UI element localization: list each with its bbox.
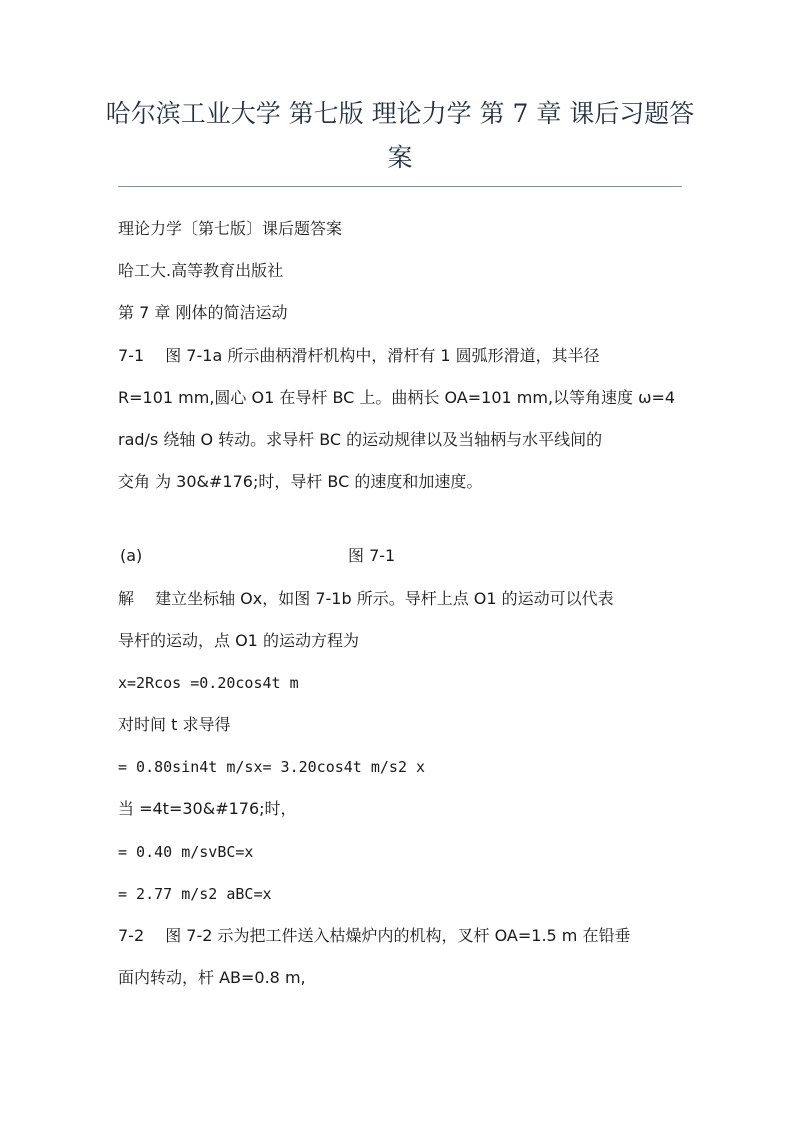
document-title: 哈尔滨工业大学 第七版 理论力学 第 7 章 课后习题答案 xyxy=(105,99,695,172)
paragraph-line: rad/s 绕轴 O 转动。求导杆 BC 的运动规律以及当轴柄与水平线间的 xyxy=(118,429,603,449)
equation-line: = 2.77 m/s2 aBC=x xyxy=(118,884,272,903)
paragraph-line: 7-1 图 7-1a 所示曲柄滑杆机构中，滑杆有 1 圆弧形滑道，其半径 xyxy=(118,345,600,365)
paragraph-line: 7-2 图 7-2 示为把工件送入枯燥炉内的机构，叉杆 OA=1.5 m 在铅垂 xyxy=(118,926,631,945)
blank-line xyxy=(118,503,688,535)
paragraph-line: 理论力学〔第七版〕课后题答案 xyxy=(118,219,343,238)
paragraph-line: 导杆的运动，点 O1 的运动方程为 xyxy=(118,630,359,650)
equation-line: = 0.40 m/svBC=x xyxy=(118,842,254,861)
paragraph-line: 对时间 t 求导得 xyxy=(118,715,231,735)
paragraph-line: 哈工大.高等教育出版社 xyxy=(118,261,284,281)
paragraph-line: 第 7 章 刚体的简洁运动 xyxy=(118,303,288,323)
equation-line: x=2Rcos =0.20cos4t m xyxy=(118,673,299,692)
equation-line: = 0.80sin4t m/sx= 3.20cos4t m/s2 x xyxy=(118,758,426,777)
paragraph-line: 面内转动，杆 AB=0.8 m, xyxy=(118,968,306,988)
figure-caption xyxy=(118,535,688,577)
paragraph-line: 交角 为 30&#176;时，导杆 BC 的速度和加速度。 xyxy=(118,472,483,492)
figure-label-b: 图 7-1 xyxy=(348,546,396,566)
paragraph-line: 当 =4t=30&#176;时， xyxy=(118,799,297,819)
document-body xyxy=(118,208,688,999)
figure-label-a: (a) xyxy=(120,546,143,566)
paragraph-line: 解 建立坐标轴 Ox，如图 7-1b 所示。导杆上点 O1 的运动可以代表 xyxy=(118,588,614,608)
paragraph-line: R=101 mm,圆心 O1 在导杆 BC 上。曲柄长 OA=101 mm,以等角速度 ω=4 xyxy=(118,387,676,407)
title-divider xyxy=(118,186,682,187)
